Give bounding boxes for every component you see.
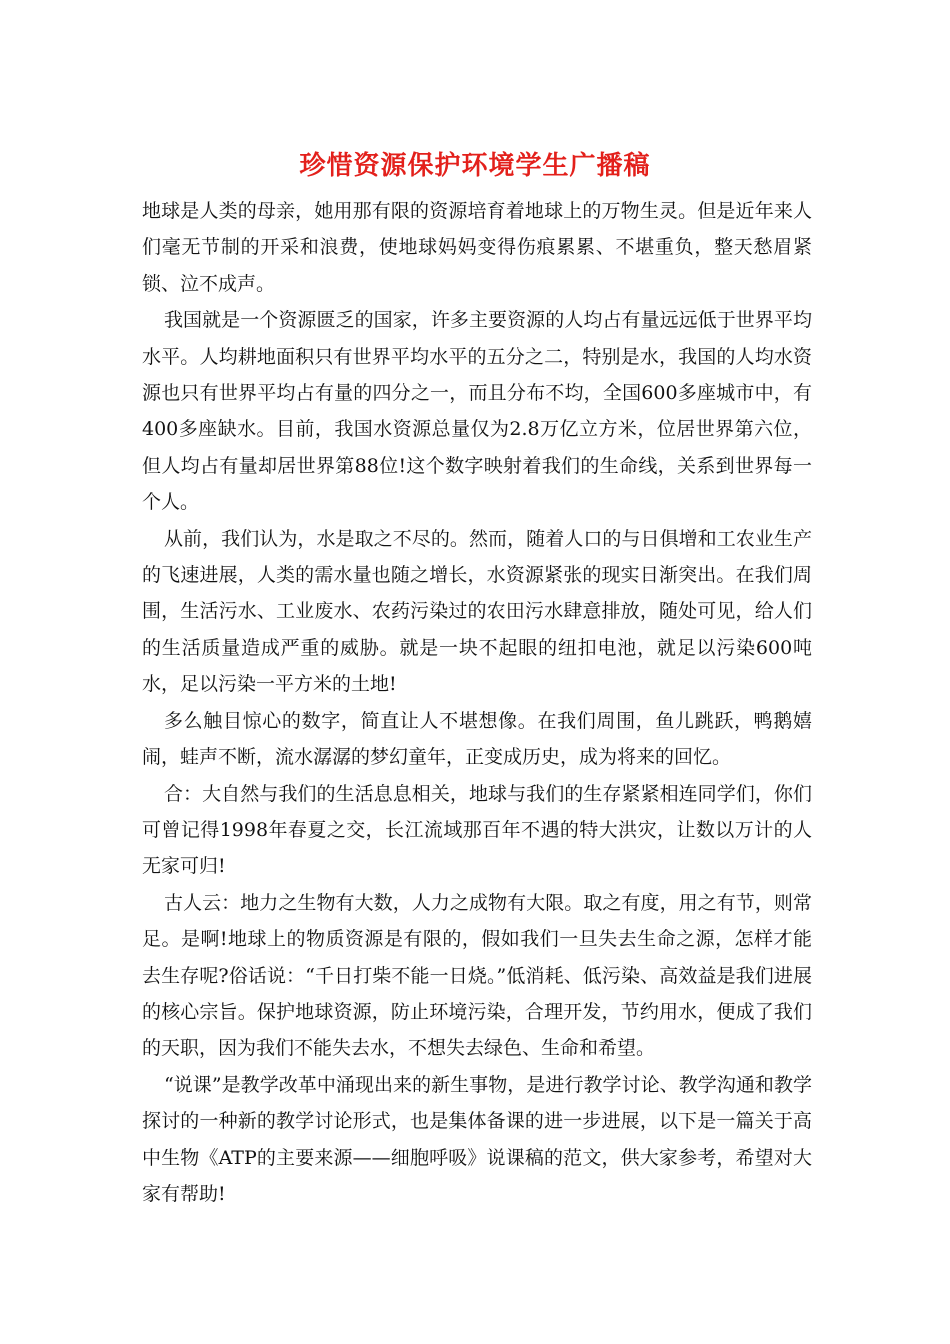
- paragraph-1: 地球是人类的母亲，她用那有限的资源培育着地球上的万物生灵。但是近年来人们毫无节制的开采和浪费，使地球妈妈变得伤痕累累、不堪重负，整天愁眉紧锁、泣不成声。: [142, 200, 812, 295]
- paragraph-6: 古人云：地力之生物有大数，人力之成物有大限。取之有度，用之有节，则常足。是啊!地球上的物质资源是有限的，假如我们一旦失去生命之源，怎样才能去生存呢?俗话说：“千日打柴不能一日烧。”低消耗、低污染、高效益是我们进展的核心宗旨。保护地球资源，防止环境污染，合理开发，节约用水，便成了我们的天职，因为我们不能失去水，不想失去绿色、生命和希望。: [142, 891, 812, 1060]
- paragraph-5: 合：大自然与我们的生活息息相关，地球与我们的生存紧紧相连同学们，你们可曾记得1998年春夏之交，长江流域那百年不遇的特大洪灾，让数以万计的人无家可归!: [142, 782, 812, 878]
- document-title: 珍惜资源保护环境学生广播稿: [299, 151, 651, 181]
- paragraph-2: 我国就是一个资源匮乏的国家，许多主要资源的人均占有量远远低于世界平均水平。人均耕地面积只有世界平均水平的五分之二，特别是水，我国的人均水资源也只有世界平均占有量的四分之一，而且分布不均，全国600多座城市中，有400多座缺水。目前，我国水资源总量仅为2.8万亿立方米，位居世界第六位，但人均占有量却居世界第88位!这个数字映射着我们的生命线，关系到世界每一个人。: [142, 309, 812, 514]
- paragraph-3: 从前，我们认为，水是取之不尽的。然而，随着人口的与日俱增和工农业生产的飞速进展，人类的需水量也随之增长，水资源紧张的现实日渐突出。在我们周围，生活污水、工业废水、农药污染过的农田污水肆意排放，随处可见，给人们的生活质量造成严重的威胁。就是一块不起眼的纽扣电池，就足以污染600吨水，足以污染一平方米的土地!: [142, 527, 812, 696]
- paragraph-4: 多么触目惊心的数字，简直让人不堪想像。在我们周围，鱼儿跳跃，鸭鹅嬉闹，蛙声不断，流水潺潺的梦幻童年，正变成历史，成为将来的回忆。: [142, 709, 812, 769]
- document-body: [142, 193, 812, 1212]
- paragraph-7: “说课”是教学改革中涌现出来的新生事物，是进行教学讨论、教学沟通和教学探讨的一种新的教学讨论形式，也是集体备课的进一步进展，以下是一篇关于高中生物《ATP的主要来源——细胞呼吸》说课稿的范文，供大家参考，希望对大家有帮助!: [142, 1073, 812, 1205]
